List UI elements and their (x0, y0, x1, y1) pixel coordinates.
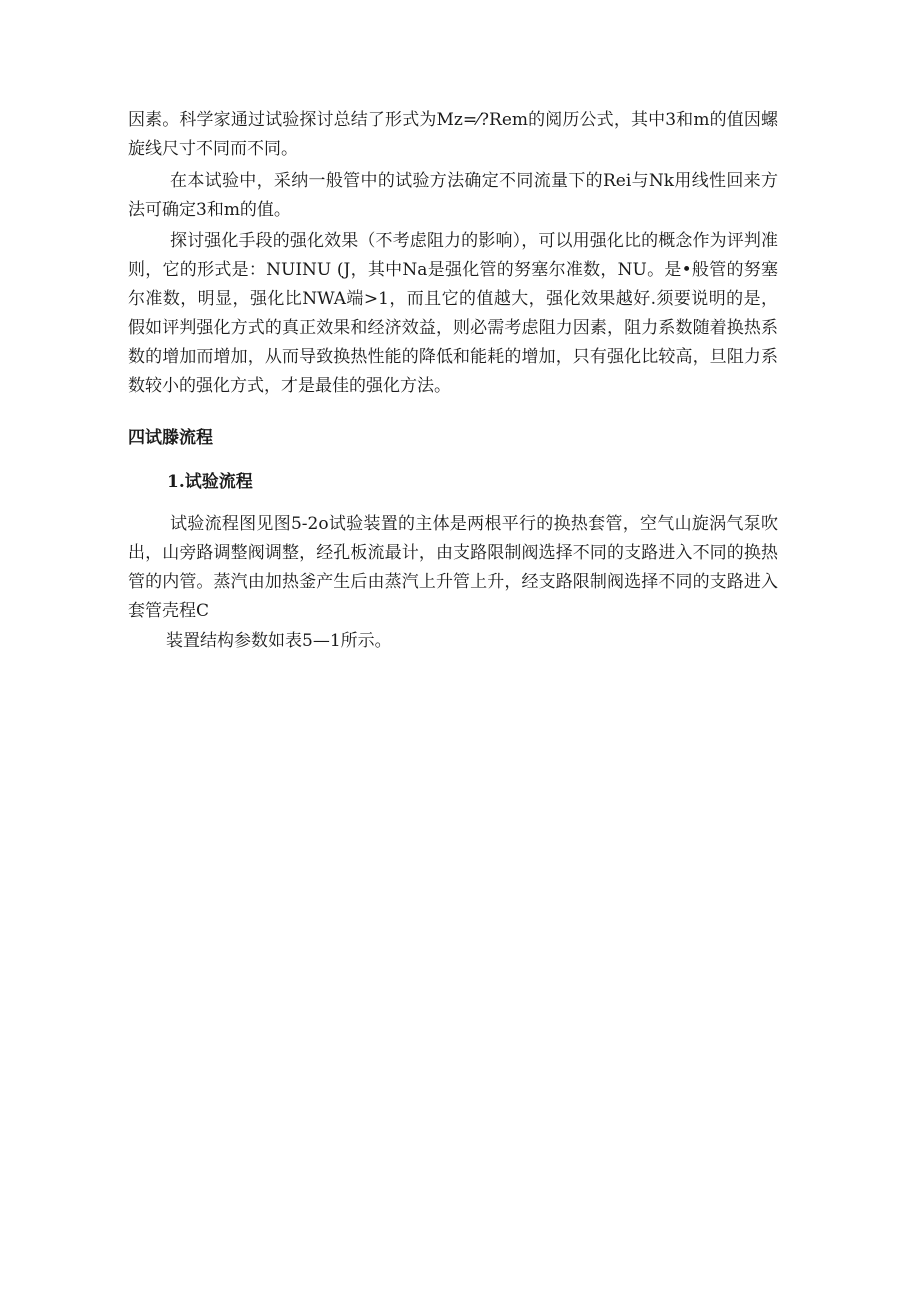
paragraph-empirical-formula: 因素。科学家通过试验探讨总结了形式为Mz=⁄?Rem的阅历公式，其中3和m的值因螺旋线尺寸不同而不同。 (128, 110, 778, 159)
paragraph-enhancement-ratio: 探讨强化手段的强化效果（不考虑阻力的影响），可以用强化比的概念作为评判准则，它的形式是：NUINU (J，其中Na是强化管的努塞尔准数，NU。是•般管的努塞尔准数，明显，强化比NWA端>1，而且它的值越大，强化效果越好.须要说明的是，假如评判强化方式的真正效果和经济效益，则必需考虑阻力因素，阻力系数随着换热系数的增加而增加，从而导致换热性能的降低和能耗的增加，只有强化比较高，旦阻力系数较小的强化方式，才是最佳的强化方法。 (128, 231, 778, 396)
subsection-heading: 1.试验流程 (167, 472, 253, 492)
paragraph-experiment-method: 在本试验中，采纳一般管中的试验方法确定不同流量下的Rei与Nk用线性回来方法可确定3和m的值。 (128, 171, 778, 220)
paragraph-experiment-flow: 试验流程图见图5-2o试验装置的主体是两根平行的换热套管，空气山旋涡气泵吹出，山旁路调整阀调整，经孔板流最计，由支路限制阀选择不同的支路进入不同的换热管的内管。蒸汽由加热釜产生后由蒸汽上升管上升，经支路限制阀选择不同的支路进入套管壳程C (128, 514, 778, 621)
section-heading: 四试滕流程 (128, 428, 213, 448)
paragraph-device-parameters: 装置结构参数如表5—1所示。 (166, 631, 392, 651)
